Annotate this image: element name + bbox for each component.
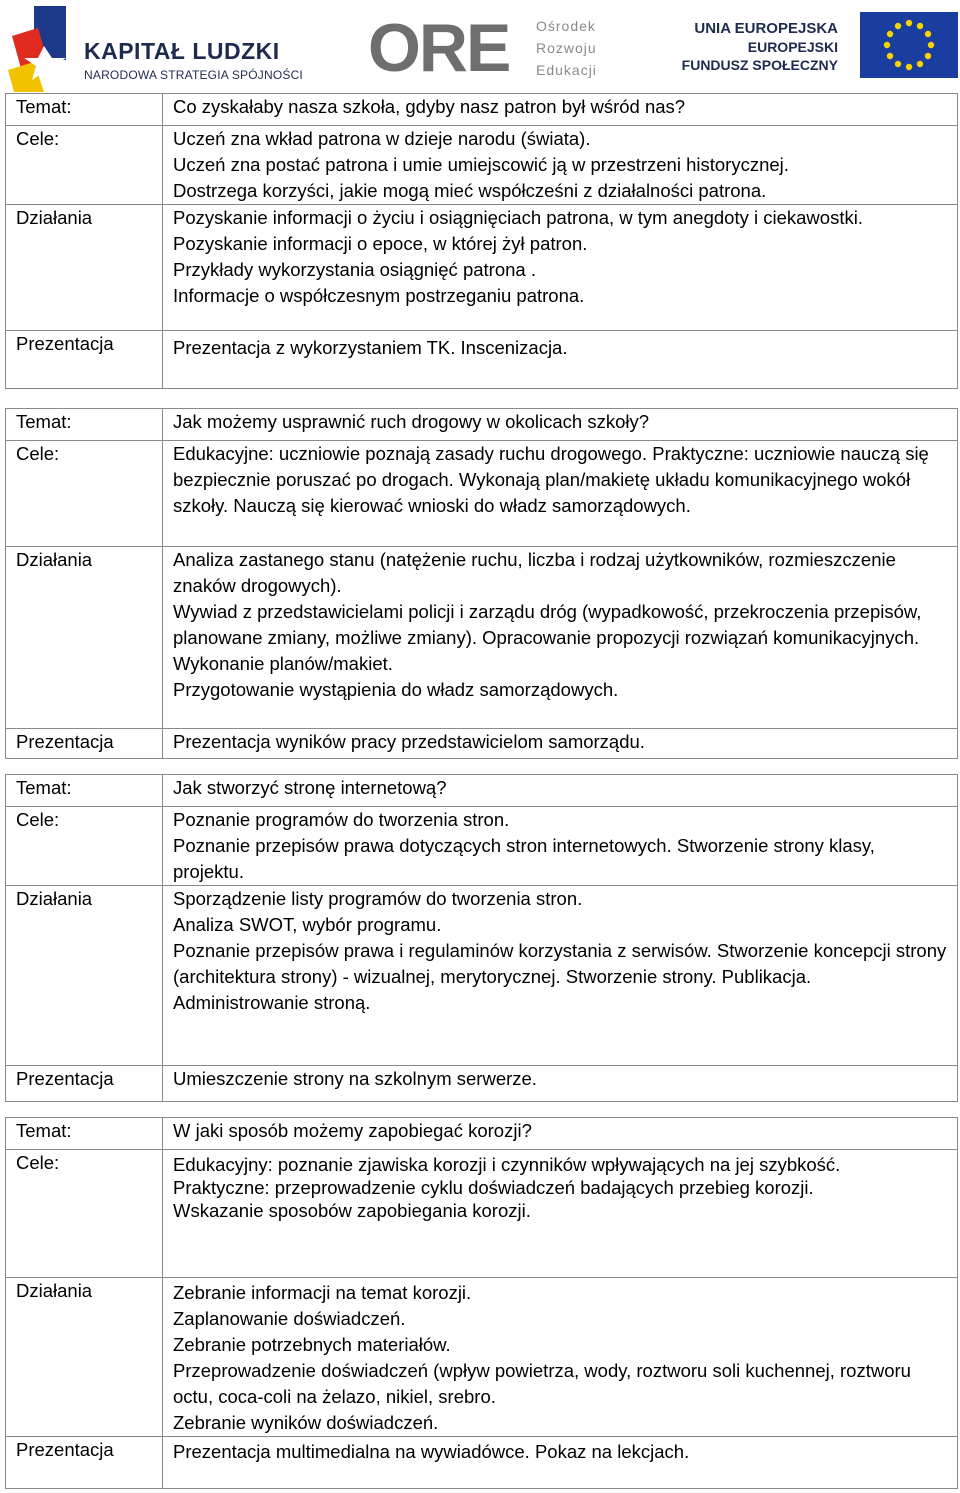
topic-label: Temat:: [16, 96, 72, 117]
goals-cell: [163, 126, 958, 205]
goals-label-cell: [6, 441, 163, 547]
actions-cell: [163, 547, 958, 729]
goals-list: [163, 807, 957, 885]
topic-text: Jak stworzyć stronę internetową?: [173, 777, 447, 798]
goal-item: Wskazanie sposobów zapobiegania korozji.: [173, 1200, 531, 1221]
topic-table-1: [5, 93, 958, 389]
eu-flag-icon: [860, 12, 958, 78]
actions-label-cell: [6, 1278, 163, 1437]
actions-label: Działania: [16, 207, 93, 228]
goals-label-cell: [6, 807, 163, 886]
goals-cell: [163, 1150, 958, 1278]
goals-label: Cele:: [16, 128, 60, 149]
goals-label: Cele:: [16, 1152, 60, 1173]
goals-label-cell: [6, 1150, 163, 1278]
actions-list: [163, 1278, 957, 1436]
action-item: Zebranie potrzebnych materiałów.: [173, 1334, 451, 1355]
topic-cell: [163, 94, 958, 126]
action-item: Analiza zastanego stanu (natężenie ruchu, liczba i rodzaj użytkowników, rozmieszczenie znaków drogowych).: [173, 549, 896, 596]
actions-label: Działania: [16, 1280, 93, 1301]
goal-item: Uczeń zna postać patrona i umie umiejscowić ją w przestrzeni historycznej.: [173, 154, 789, 175]
action-item: Administrowanie stroną.: [173, 992, 371, 1013]
action-item: Wywiad z przedstawicielami policji i zarządu dróg (wypadkowość, przekroczenia przepisów, planowane zmiany, możliwe zmiany). Opracowanie propozycji rozwiązań komunikacyjnych.: [173, 601, 922, 648]
topic-label: Temat:: [16, 777, 72, 798]
ore-line-3: Edukacji: [536, 62, 597, 78]
topic-text: W jaki sposób możemy zapobiegać korozji?: [173, 1120, 532, 1141]
presentation-text: Prezentacja multimedialna na wywiadówce. Pokaz na lekcjach.: [173, 1441, 690, 1462]
actions-label-cell: [6, 547, 163, 729]
actions-label: Działania: [16, 549, 93, 570]
kapital-ludzki-subtitle: NARODOWA STRATEGIA SPÓJNOŚCI: [84, 68, 303, 82]
goals-list: [163, 441, 957, 519]
eu-logo: [681, 20, 958, 86]
goal-item: Uczeń zna wkład patrona w dzieje narodu (świata).: [173, 128, 591, 149]
actions-label-cell: [6, 205, 163, 331]
eu-line-2: EUROPEJSKI: [747, 39, 838, 55]
goals-label-cell: [6, 126, 163, 205]
action-item: Informacje o współczesnym postrzeganiu patrona.: [173, 285, 585, 306]
ore-line-1: Ośrodek: [536, 18, 596, 34]
goal-item: Edukacyjne: uczniowie poznają zasady ruchu drogowego. Praktyczne: uczniowie nauczą się bezpiecznie poruszać po drogach. Wykonają plan/makietę układu komunikacyjnego wokół szkoły. Nauczą się kierować wnioski do władz samorządowych.: [173, 443, 929, 516]
actions-list: [163, 205, 957, 309]
presentation-cell: [163, 331, 958, 389]
actions-list: [163, 547, 957, 703]
ore-line-2: Rozwoju: [536, 40, 597, 56]
topic-cell: [163, 775, 958, 807]
action-item: Przygotowanie wystąpienia do władz samorządowych.: [173, 679, 619, 700]
presentation-label: Prezentacja: [16, 1439, 114, 1460]
action-item: Zebranie informacji na temat korozji.: [173, 1282, 472, 1303]
goals-label: Cele:: [16, 443, 60, 464]
actions-label: Działania: [16, 888, 93, 909]
topic-cell: [163, 1118, 958, 1150]
presentation-cell: [163, 729, 958, 759]
topic-text: Jak możemy usprawnić ruch drogowy w okolicach szkoły?: [173, 411, 650, 432]
goals-cell: [163, 807, 958, 886]
presentation-label-cell: [6, 331, 163, 389]
ore-logo: [368, 10, 608, 86]
action-item: Sporządzenie listy programów do tworzenia stron.: [173, 888, 583, 909]
actions-cell: [163, 1278, 958, 1437]
action-item: Zebranie wyników doświadczeń.: [173, 1412, 439, 1433]
action-item: Przykłady wykorzystania osiągnięć patrona .: [173, 259, 536, 280]
kapital-ludzki-title: KAPITAŁ LUDZKI: [84, 38, 280, 64]
topic-label-cell: [6, 94, 163, 126]
topic-table-3: [5, 774, 958, 1102]
action-item: Wykonanie planów/makiet.: [173, 653, 393, 674]
goal-item: Edukacyjny: poznanie zjawiska korozji i czynników wpływających na jej szybkość.: [173, 1154, 841, 1175]
goal-item: Poznanie programów do tworzenia stron.: [173, 809, 510, 830]
presentation-label-cell: [6, 1066, 163, 1102]
topic-label-cell: [6, 1118, 163, 1150]
goals-label: Cele:: [16, 809, 60, 830]
eu-line-1: UNIA EUROPEJSKA: [694, 20, 838, 37]
topic-label: Temat:: [16, 411, 72, 432]
goal-item: Poznanie przepisów prawa dotyczących stron internetowych. Stworzenie strony klasy, projektu.: [173, 835, 875, 882]
action-item: Pozyskanie informacji o epoce, w której żył patron.: [173, 233, 588, 254]
topic-label-cell: [6, 409, 163, 441]
presentation-label-cell: [6, 729, 163, 759]
goal-item: Dostrzega korzyści, jakie mogą mieć współcześni z działalności patrona.: [173, 180, 767, 201]
eu-line-3: FUNDUSZ SPOŁECZNY: [681, 57, 838, 73]
topic-table-2: [5, 408, 958, 759]
actions-cell: [163, 886, 958, 1066]
goals-cell: [163, 441, 958, 547]
page-header: [0, 0, 960, 95]
presentation-label: Prezentacja: [16, 731, 114, 752]
goals-list: [163, 1150, 957, 1222]
action-item: Zaplanowanie doświadczeń.: [173, 1308, 406, 1329]
presentation-text: Prezentacja z wykorzystaniem TK. Inscenizacja.: [173, 337, 568, 358]
actions-label-cell: [6, 886, 163, 1066]
kapital-ludzki-logo: [4, 6, 303, 92]
topic-label-cell: [6, 775, 163, 807]
actions-cell: [163, 205, 958, 331]
action-item: Przeprowadzenie doświadczeń (wpływ powietrza, wody, roztworu soli kuchennej, roztworu octu, coca-coli na żelazo, nikiel, srebro.: [173, 1360, 911, 1407]
goals-list: [163, 126, 957, 204]
presentation-label: Prezentacja: [16, 1068, 114, 1089]
ore-logo-text: ORE: [368, 10, 510, 86]
action-item: Poznanie przepisów prawa i regulaminów korzystania z serwisów. Stworzenie koncepcji strony (architektura strony) - wizualnej, merytorycznej. Stworzenie strony. Publikacja.: [173, 940, 947, 987]
topic-table-4: [5, 1117, 958, 1489]
presentation-cell: [163, 1437, 958, 1489]
presentation-cell: [163, 1066, 958, 1102]
action-item: Analiza SWOT, wybór programu.: [173, 914, 442, 935]
topic-cell: [163, 409, 958, 441]
presentation-text: Umieszczenie strony na szkolnym serwerze.: [173, 1068, 537, 1089]
topic-text: Co zyskałaby nasza szkoła, gdyby nasz patron był wśród nas?: [173, 96, 686, 117]
kapital-ludzki-emblem-icon: [4, 6, 82, 92]
presentation-label-cell: [6, 1437, 163, 1489]
presentation-label: Prezentacja: [16, 333, 114, 354]
actions-list: [163, 886, 957, 1016]
goal-item: Praktyczne: przeprowadzenie cyklu doświadczeń badających przebieg korozji.: [173, 1177, 814, 1198]
presentation-text: Prezentacja wyników pracy przedstawicielom samorządu.: [173, 731, 645, 752]
topic-label: Temat:: [16, 1120, 72, 1141]
action-item: Pozyskanie informacji o życiu i osiągnięciach patrona, w tym anegdoty i ciekawostki.: [173, 207, 863, 228]
